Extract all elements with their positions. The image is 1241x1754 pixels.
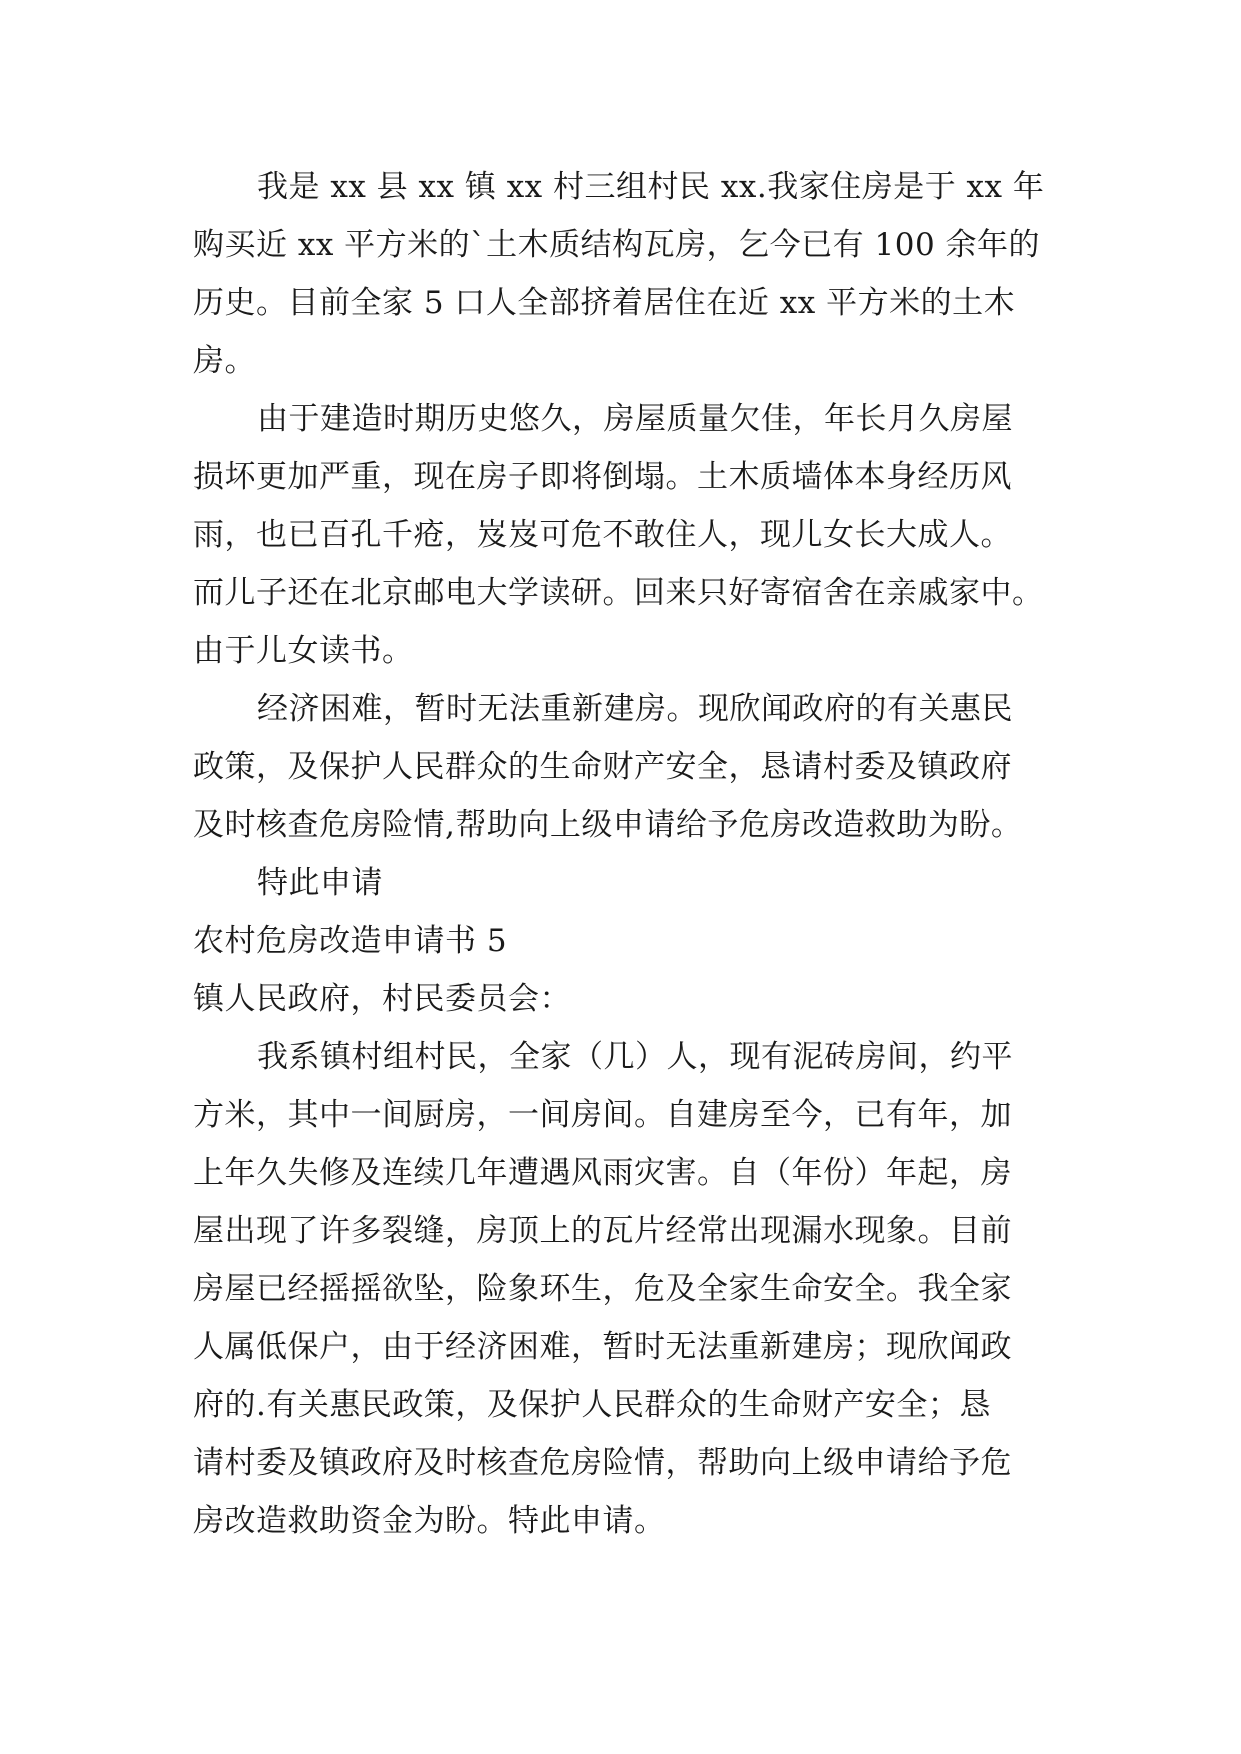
text-line: 损坏更加严重，现在房子即将倒塌。土木质墙体本身经历风 (193, 459, 1012, 495)
text-line: 购买近 xx 平方米的`土木质结构瓦房，乞今已有 100 余年的 (193, 227, 1041, 263)
text-line: 经济困难，暂时无法重新建房。现欣闻政府的有关惠民 (257, 691, 1013, 727)
text-line: 府的.有关惠民政策，及保护人民群众的生命财产安全；恳 (193, 1387, 991, 1423)
paragraph-3 (193, 680, 1063, 854)
text-line: 方米，其中一间厨房，一间房间。自建房至今，已有年，加 (193, 1097, 1012, 1133)
salutation-text: 镇人民政府，村民委员会： (193, 981, 571, 1017)
text-line: 屋出现了许多裂缝，房顶上的瓦片经常出现漏水现象。目前 (193, 1213, 1012, 1249)
text-line: 及时核查危房险情,帮助向上级申请给予危房改造救助为盼。 (193, 807, 1023, 843)
text-line: 雨，也已百孔千疮，岌岌可危不敢住人，现儿女长大成人。 (193, 517, 1012, 553)
closing-line (193, 854, 1063, 912)
title-text: 农村危房改造申请书 5 (193, 923, 508, 959)
paragraph-1 (193, 158, 1063, 390)
text-line: 由于儿女读书。 (193, 633, 414, 669)
text-line: 人属低保户，由于经济困难，暂时无法重新建房；现欣闻政 (193, 1329, 1012, 1365)
text-line: 请村委及镇政府及时核查危房险情，帮助向上级申请给予危 (193, 1445, 1012, 1481)
text-line: 上年久失修及连续几年遭遇风雨灾害。自（年份）年起，房 (193, 1155, 1012, 1191)
text-line: 特此申请 (257, 865, 383, 901)
text-line: 我是 xx 县 xx 镇 xx 村三组村民 xx.我家住房是于 xx 年 (257, 169, 1045, 205)
document-title (193, 912, 1063, 970)
text-line: 而儿子还在北京邮电大学读研。回来只好寄宿舍在亲戚家中。 (193, 575, 1044, 611)
text-line: 我系镇村组村民，全家（几）人，现有泥砖房间，约平 (257, 1039, 1013, 1075)
text-line: 政策，及保护人民群众的生命财产安全，恳请村委及镇政府 (193, 749, 1012, 785)
text-line: 房屋已经摇摇欲坠，险象环生，危及全家生命安全。我全家 (193, 1271, 1012, 1307)
text-line: 房改造救助资金为盼。特此申请。 (193, 1503, 666, 1539)
text-line: 历史。目前全家 5 口人全部挤着居住在近 xx 平方米的土木 (193, 285, 1016, 321)
text-line: 房。 (193, 343, 256, 379)
salutation (193, 970, 1063, 1028)
body-paragraph (193, 1028, 1063, 1550)
paragraph-2 (193, 390, 1063, 680)
text-line: 由于建造时期历史悠久，房屋质量欠佳，年长月久房屋 (257, 401, 1013, 437)
